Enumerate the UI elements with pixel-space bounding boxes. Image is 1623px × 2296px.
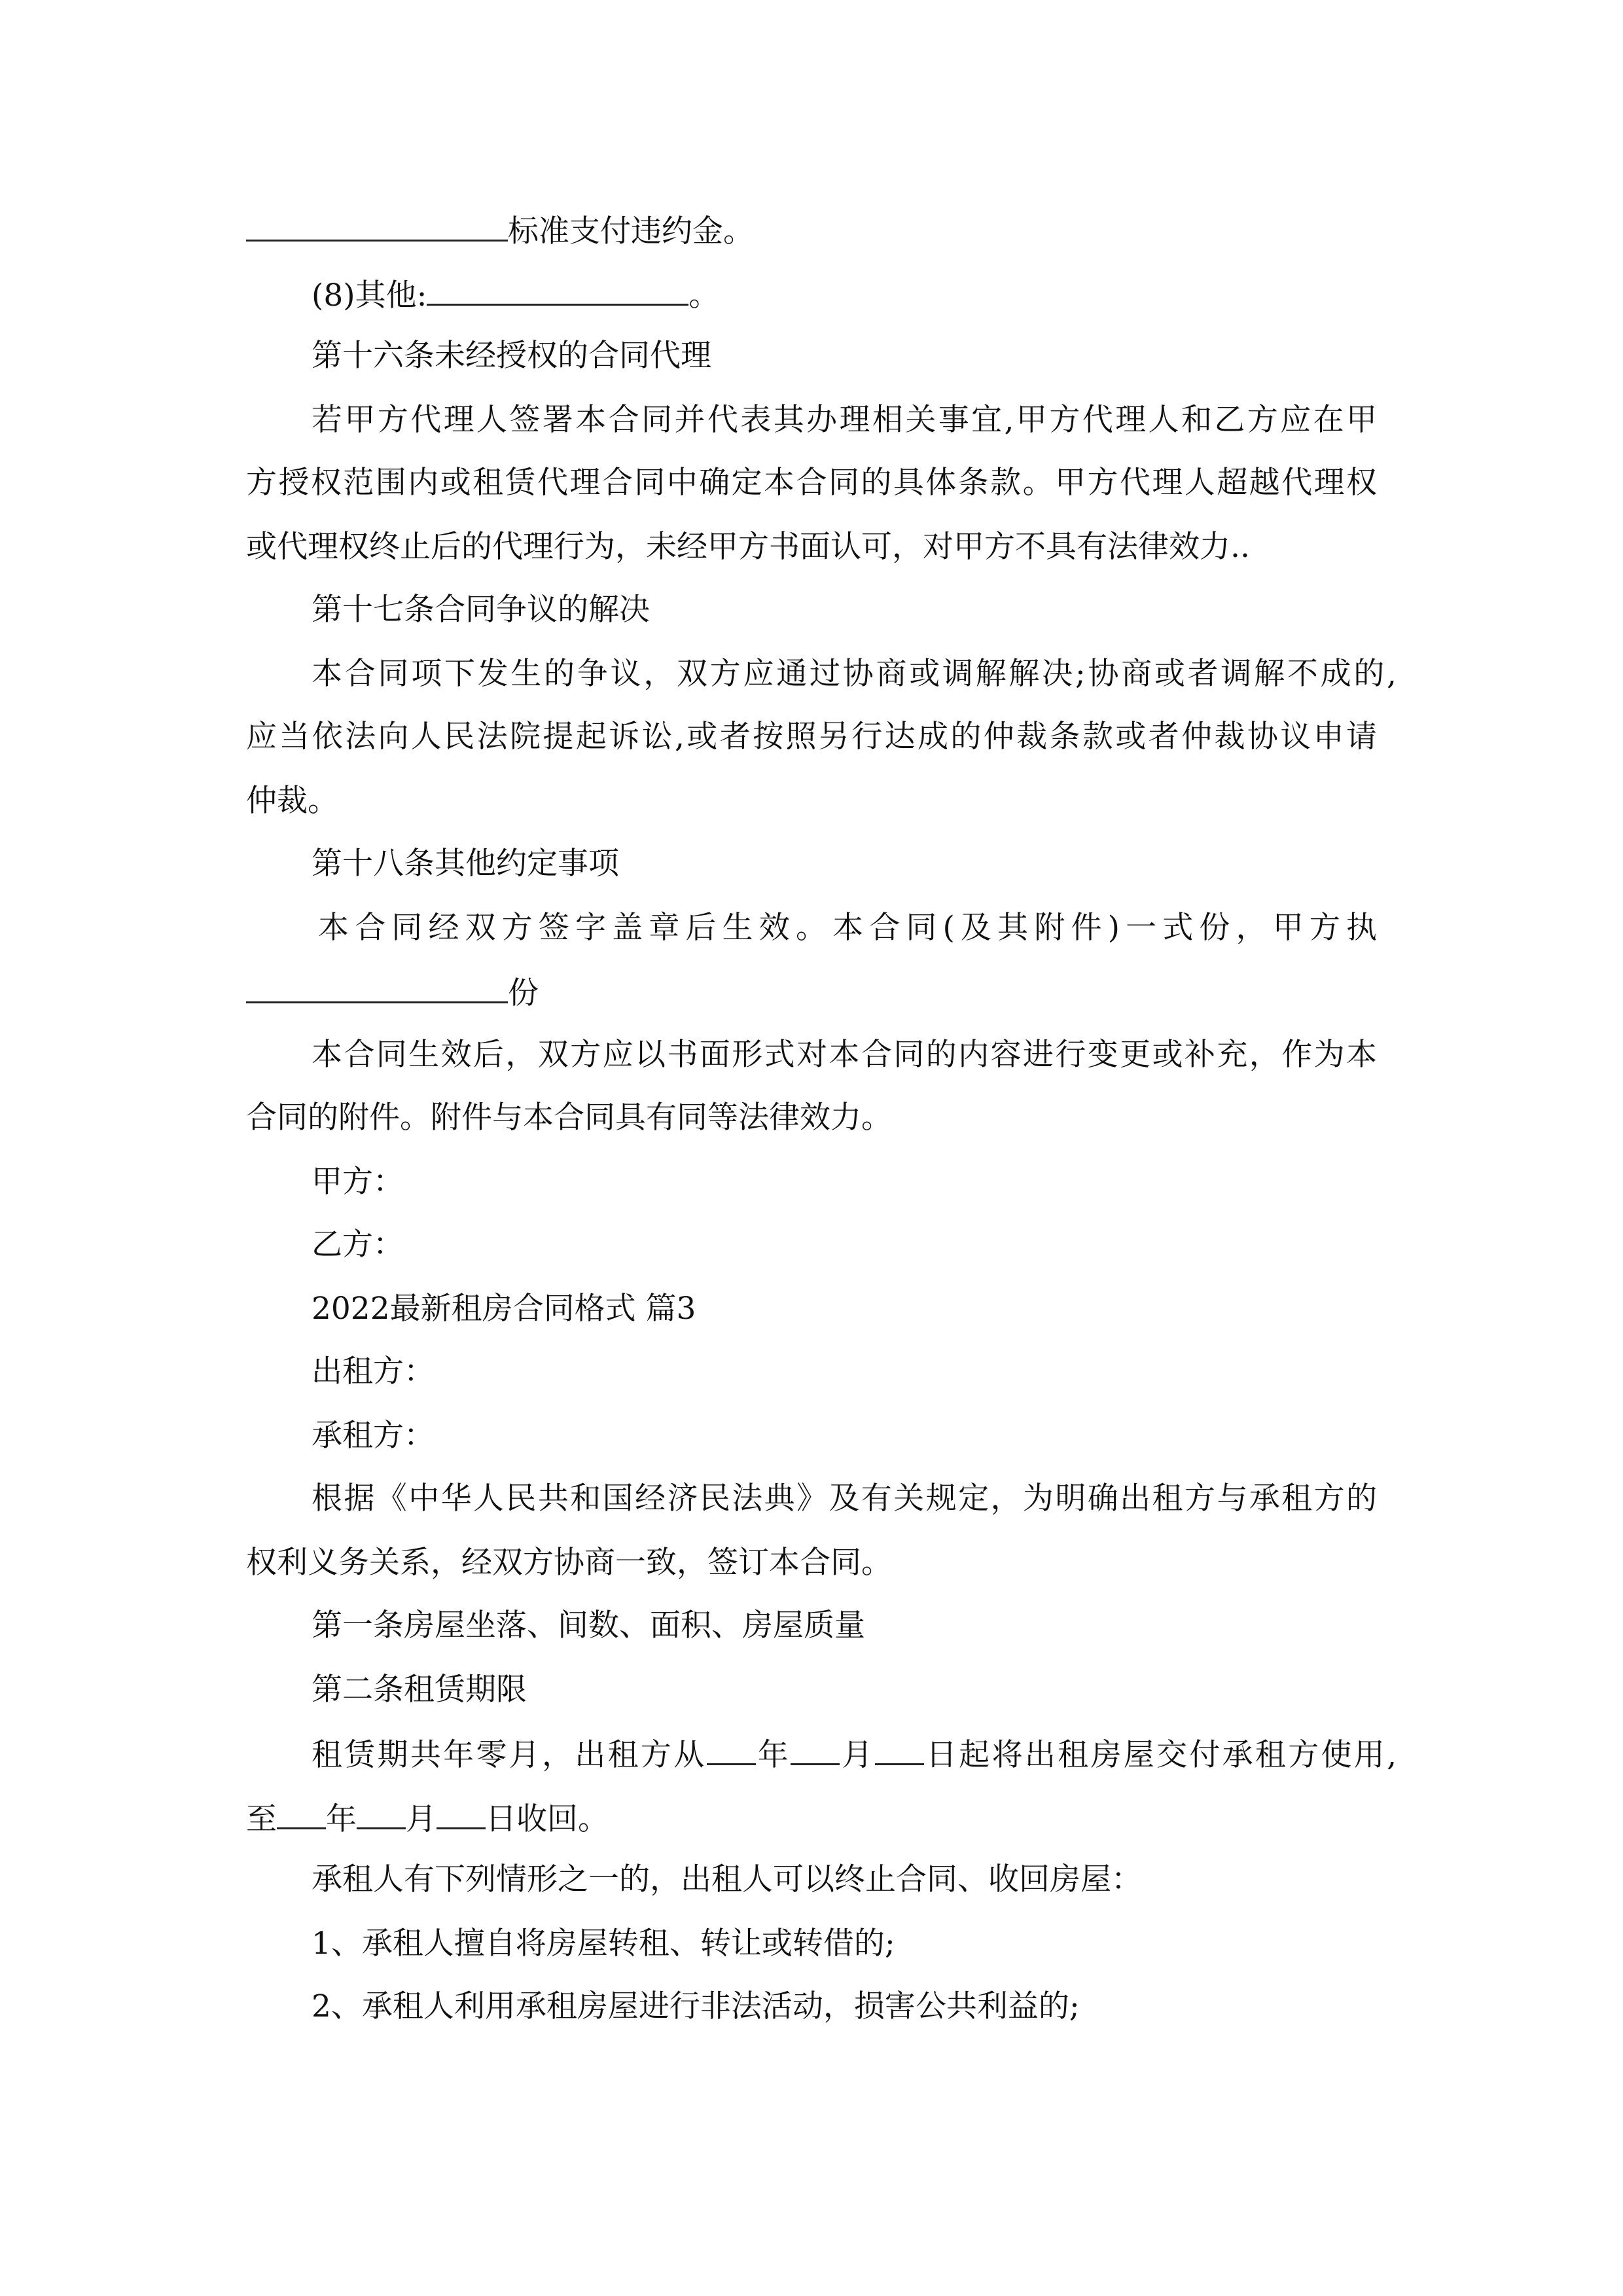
- text-line: (8)其他: 。: [312, 274, 719, 315]
- list-item: 2、承租人利用承租房屋进行非法活动，损害公共利益的;: [312, 1988, 1080, 2024]
- list-item: 1、承租人擅自将房屋转租、转让或转借的;: [312, 1926, 895, 1962]
- section-heading: 第十八条其他约定事项: [312, 846, 619, 882]
- text-line: 根据《中华人民共和国经济民法典》及有关规定，为明确出租方与承租方的: [312, 1480, 1377, 1516]
- text-line: 租赁期共年零月，出租方从 年 月 日起将出租房屋交付承租方使用,: [312, 1733, 1397, 1775]
- text-line: 或代理权终止后的代理行为，未经甲方书面认可，对甲方不具有法律效力..: [246, 529, 1250, 565]
- article-title: 2022最新租房合同格式 篇3: [312, 1291, 696, 1327]
- text-line: 本合同经双方签字盖章后生效。本合同(及其附件)一式份，甲方执: [318, 910, 1377, 946]
- blank-line: [357, 1797, 406, 1829]
- party-label: 出租方：: [312, 1354, 435, 1390]
- blank-line: [427, 274, 688, 306]
- blank-line: [246, 971, 508, 1003]
- signature-label: 甲方：: [312, 1164, 404, 1200]
- section-heading: 第一条房屋坐落、间数、面积、房屋质量: [312, 1607, 865, 1643]
- text-line: 份: [246, 971, 539, 1013]
- text-line: 至 年 月 日收回。: [246, 1797, 609, 1839]
- blank-line: [875, 1733, 924, 1765]
- text-line: 合同的附件。附件与本合同具有同等法律效力。: [246, 1100, 892, 1136]
- text-line: 权利义务关系，经双方协商一致，签订本合同。: [246, 1545, 892, 1581]
- text-line: 仲裁。: [246, 783, 338, 819]
- blank-line: [707, 1733, 756, 1765]
- blank-line: [437, 1797, 486, 1829]
- section-heading: 第十六条未经授权的合同代理: [312, 338, 711, 374]
- text-line: 本合同项下发生的争议，双方应通过协商或调解解决;协商或者调解不成的,: [312, 656, 1397, 692]
- party-label: 承租方：: [312, 1418, 435, 1454]
- blank-line: [277, 1797, 326, 1829]
- text-line: 方授权范围内或租赁代理合同中确定本合同的具体条款。甲方代理人超越代理权: [246, 465, 1377, 501]
- signature-label: 乙方：: [312, 1227, 404, 1263]
- text-line: 应当依法向人民法院提起诉讼,或者按照另行达成的仲裁条款或者仲裁协议申请: [246, 719, 1377, 755]
- blank-line: [246, 209, 508, 242]
- text-line: 标准支付违约金。: [246, 209, 754, 251]
- text-line: 本合同生效后，双方应以书面形式对本合同的内容进行变更或补充，作为本: [312, 1037, 1377, 1073]
- text-line: 若甲方代理人签署本合同并代表其办理相关事宜,甲方代理人和乙方应在甲: [312, 402, 1377, 438]
- text-line: 承租人有下列情形之一的，出租人可以终止合同、收回房屋：: [312, 1861, 1142, 1897]
- section-heading: 第二条租赁期限: [312, 1672, 527, 1708]
- blank-line: [791, 1733, 840, 1765]
- section-heading: 第十七条合同争议的解决: [312, 592, 650, 628]
